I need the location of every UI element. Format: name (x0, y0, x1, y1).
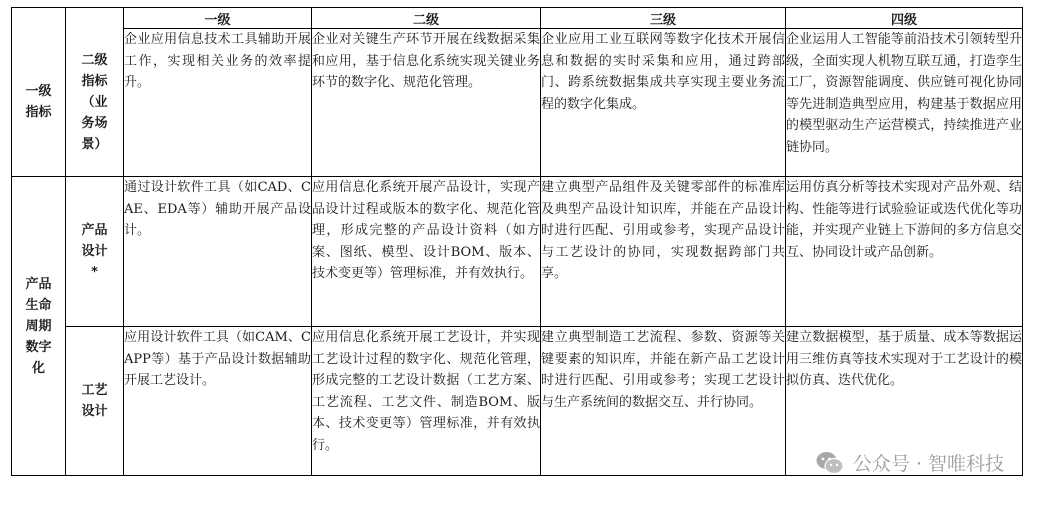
table-cell: 企业应用工业互联网等数字化技术开展信息和数据的实时采集和应用，通过跨部门、跨系统数据集成共享实现主要业务流程的数字化集成。 (541, 29, 786, 177)
table-cell: 建立数据模型，基于质量、成本等数据运用三维仿真等技术实现对于工艺设计的模拟仿真、迭代优化。 (786, 327, 1023, 476)
header-level-4: 四级 (786, 8, 1023, 29)
level1-indicator-text: 一级指标 (25, 84, 52, 121)
table-cell: 企业对关键生产环节开展在线数据采集和应用，基于信息化系统实现关键业务环节的数字化、规范化管理。 (312, 29, 541, 177)
level1-indicator-label (12, 29, 66, 177)
table-row (12, 29, 1023, 177)
header-row (12, 8, 1023, 29)
scene-product-design-text: 产品设计* (81, 223, 108, 280)
level2-indicator-text: 二级指标（业务场景） (81, 52, 108, 152)
table-cell: 应用设计软件工具（如CAM、CAPP等）基于产品设计数据辅助开展工艺设计。 (124, 327, 312, 476)
scene-product-design (66, 177, 124, 327)
header-blank-cell (12, 8, 66, 29)
maturity-table (11, 7, 1023, 476)
header-level-3: 三级 (541, 8, 786, 29)
watermark-text: 公众号 · 智唯科技 (852, 453, 1004, 475)
category-lifecycle-text: 产品生命周期数字化 (25, 276, 52, 376)
table-row (12, 177, 1023, 327)
scene-process-design-text: 工艺设计 (81, 383, 108, 419)
watermark (815, 449, 1004, 476)
table-cell: 建立典型制造工艺流程、参数、资源等关键要素的知识库，并能在新产品工艺设计时进行匹配、引用或参考；实现工艺设计与生产系统间的数据交互、并行协同。 (541, 327, 786, 476)
header-blank-cell (66, 8, 124, 29)
header-level-2: 二级 (312, 8, 541, 29)
table-cell: 通过设计软件工具（如CAD、CAE、EDA等）辅助开展产品设计。 (124, 177, 312, 327)
header-level-1: 一级 (124, 8, 312, 29)
level2-indicator-label (66, 29, 124, 177)
category-lifecycle-label (12, 177, 66, 476)
wechat-icon (815, 450, 845, 476)
table-cell: 应用信息化系统开展产品设计，实现产品设计过程或版本的数字化、规范化管理，形成完整的产品设计资料（如方案、图纸、模型、设计BOM、版本、技术变更等）管理标准，并有效执行。 (312, 177, 541, 327)
table-cell: 建立典型产品组件及关键零部件的标准库及典型产品设计知识库，并能在产品设计时进行匹配、引用或参考，实现产品设计与工艺设计的协同，实现数据跨部门共享。 (541, 177, 786, 327)
scene-process-design (66, 327, 124, 476)
table-cell: 企业应用信息技术工具辅助开展工作，实现相关业务的效率提升。 (124, 29, 312, 177)
table-cell: 运用仿真分析等技术实现对产品外观、结构、性能等进行试验验证或迭代优化等功能，并实现产业链上下游间的多方信息交互、协同设计或产品创新。 (786, 177, 1023, 327)
table-cell: 企业运用人工智能等前沿技术引领转型升级，全面实现人机物互联互通，打造孪生工厂，资源智能调度、供应链可视化协同等先进制造典型应用，构建基于数据应用的模型驱动生产运营模式，持续推进产业链协同。 (786, 29, 1023, 177)
table-cell: 应用信息化系统开展工艺设计，并实现工艺设计过程的数字化、规范化管理，形成完整的工艺设计数据（工艺方案、工艺流程、工艺文件、制造BOM、版本、技术变更等）管理标准，并有效执行。 (312, 327, 541, 476)
